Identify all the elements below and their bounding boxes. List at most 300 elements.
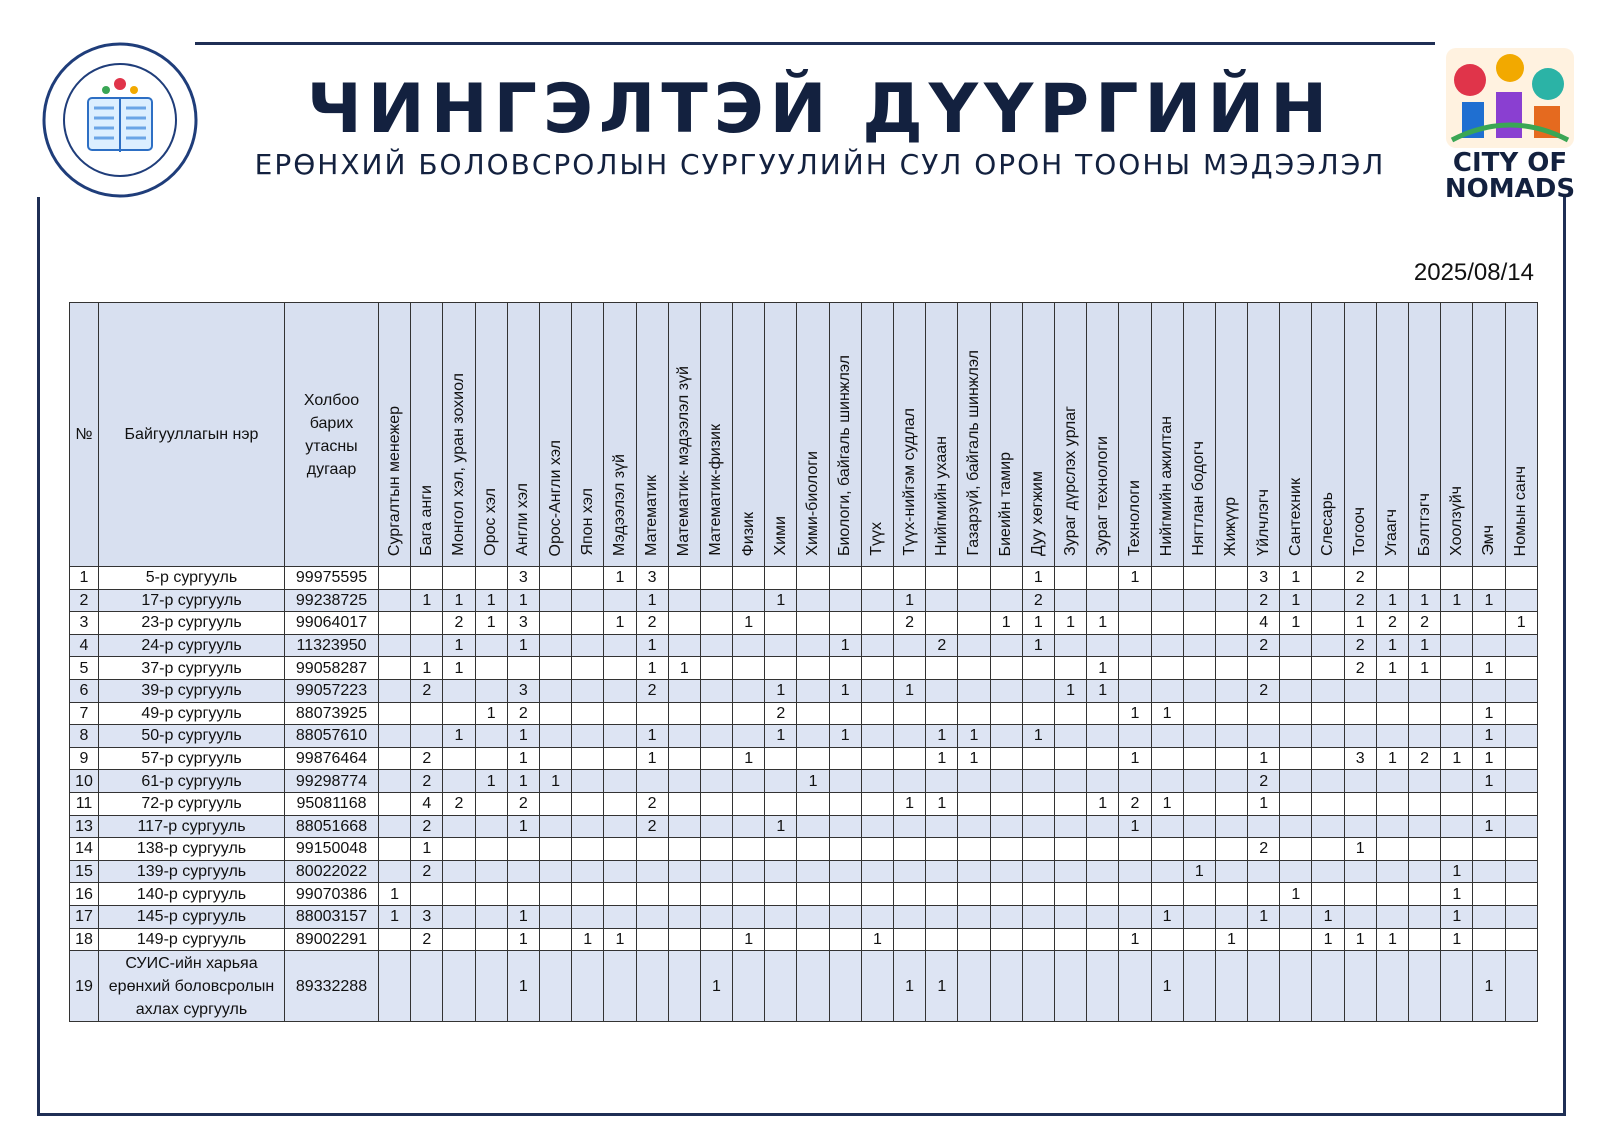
vacancy-count [700,905,732,928]
vacancy-count [765,657,797,680]
vacancy-count [572,792,604,815]
header-column [1409,303,1441,567]
vacancy-count [1441,702,1473,725]
header-column [572,303,604,567]
vacancy-count [1183,725,1215,748]
table-row [70,747,1538,770]
vacancy-count [829,702,861,725]
vacancy-count [443,815,475,838]
vacancy-count: 1 [926,725,958,748]
vacancy-count [1344,815,1376,838]
vacancy-count [926,860,958,883]
table-row [70,657,1538,680]
vacancy-count: 2 [1344,657,1376,680]
vacancy-count [668,860,700,883]
vacancy-count [1505,838,1537,861]
page-title: ЧИНГЭЛТЭЙ ДҮҮРГИЙН [306,70,1334,149]
vacancy-count [1409,883,1441,906]
vacancy-count [1441,838,1473,861]
vacancy-count [1344,905,1376,928]
vacancy-count [507,860,539,883]
vacancy-count [1376,770,1408,793]
vacancy-count [797,725,829,748]
vacancy-count [379,634,411,657]
vacancy-count [572,612,604,635]
vacancy-count: 3 [507,612,539,635]
vacancy-count [894,657,926,680]
vacancy-count [1312,725,1344,748]
vacancy-count [1087,702,1119,725]
vacancy-count [829,792,861,815]
header-column-label: Орос хэл [482,488,500,556]
table-row [70,951,1538,1022]
vacancy-count [797,860,829,883]
organization-name: 5-р сургууль [99,567,285,590]
vacancy-count [1087,928,1119,951]
vacancy-count [1280,792,1312,815]
vacancy-count: 1 [829,634,861,657]
vacancy-count [926,567,958,590]
organization-name: 50-р сургууль [99,725,285,748]
frame-top-line [195,42,1435,45]
vacancy-count: 3 [411,905,443,928]
row-number: 8 [70,725,99,748]
vacancy-count [894,747,926,770]
vacancy-count [1151,883,1183,906]
vacancy-count: 1 [507,815,539,838]
header-column [1215,303,1247,567]
vacancy-count [1183,702,1215,725]
vacancy-count [861,589,893,612]
vacancy-count [379,860,411,883]
vacancy-count [1473,679,1505,702]
vacancy-count: 1 [1248,905,1280,928]
header-phone: Холбоо барих утасны дугаар [285,303,379,567]
header-column-label: Сантехник [1286,478,1304,556]
vacancy-count [539,657,571,680]
header-column [1119,303,1151,567]
vacancy-count [1151,657,1183,680]
table-row [70,905,1538,928]
vacancy-count: 4 [411,792,443,815]
vacancy-count: 1 [1248,792,1280,815]
vacancy-count [1473,883,1505,906]
row-number: 2 [70,589,99,612]
vacancy-count: 2 [636,815,668,838]
vacancy-count: 1 [1441,905,1473,928]
vacancy-count [765,747,797,770]
vacancy-count [700,679,732,702]
vacancy-count [604,725,636,748]
vacancy-count: 1 [894,951,926,1022]
vacancy-count [443,747,475,770]
vacancy-count [990,679,1022,702]
vacancy-count [668,589,700,612]
table-row [70,589,1538,612]
vacancy-count [1280,838,1312,861]
vacancy-count [572,634,604,657]
vacancy-count: 1 [572,928,604,951]
header-column-label: Хоолзүйч [1447,486,1465,556]
vacancy-count [1215,702,1247,725]
vacancy-count [1312,860,1344,883]
vacancy-count [1151,589,1183,612]
vacancy-count [700,770,732,793]
vacancy-count [1344,702,1376,725]
vacancy-count [1505,883,1537,906]
vacancy-count: 1 [829,725,861,748]
vacancy-count: 1 [958,725,990,748]
row-number: 15 [70,860,99,883]
header-column-label: Технологи [1125,480,1143,556]
phone-number: 89002291 [285,928,379,951]
vacancy-count [604,657,636,680]
vacancy-count [475,905,507,928]
vacancy-count [1473,612,1505,635]
frame-bottom-line [37,1113,1566,1116]
vacancy-count: 1 [507,589,539,612]
vacancy-count [604,589,636,612]
vacancy-count [507,883,539,906]
organization-name: 140-р сургууль [99,883,285,906]
vacancy-count [958,702,990,725]
table-row [70,567,1538,590]
organization-name: 39-р сургууль [99,679,285,702]
vacancy-count [861,838,893,861]
vacancy-count: 1 [1344,928,1376,951]
vacancy-count: 1 [636,657,668,680]
vacancy-count: 1 [443,725,475,748]
organization-name: 23-р сургууль [99,612,285,635]
vacancy-count [1183,747,1215,770]
vacancy-count [379,612,411,635]
vacancy-count [765,951,797,1022]
vacancy-count [1376,702,1408,725]
vacancy-count [1119,657,1151,680]
vacancy-count [733,815,765,838]
vacancy-count [1183,589,1215,612]
vacancy-count [1022,792,1054,815]
vacancy-count [443,883,475,906]
vacancy-count [1183,792,1215,815]
vacancy-count [1505,567,1537,590]
vacancy-count [958,792,990,815]
vacancy-count [1151,815,1183,838]
vacancy-count: 1 [1087,679,1119,702]
vacancy-count: 1 [1376,747,1408,770]
vacancy-count [829,815,861,838]
vacancy-count: 2 [636,612,668,635]
vacancy-count: 1 [1054,612,1086,635]
vacancy-count [894,905,926,928]
organization-name: 72-р сургууль [99,792,285,815]
vacancy-count [1087,725,1119,748]
vacancy-count [668,838,700,861]
vacancy-count [668,702,700,725]
header-column [507,303,539,567]
vacancy-count: 1 [1473,770,1505,793]
vacancy-count [700,860,732,883]
vacancy-count [990,567,1022,590]
vacancy-count [700,815,732,838]
vacancy-count [1473,905,1505,928]
header-column [861,303,893,567]
vacancy-count: 1 [507,747,539,770]
vacancy-count: 1 [1441,589,1473,612]
vacancy-count: 2 [411,860,443,883]
vacancy-count: 2 [411,770,443,793]
vacancy-count [958,770,990,793]
vacancy-count: 4 [1248,612,1280,635]
vacancy-count [797,612,829,635]
vacancy-count: 1 [797,770,829,793]
vacancy-count [1505,770,1537,793]
vacancy-count [475,725,507,748]
vacancy-count: 1 [1280,883,1312,906]
vacancy-count [1183,634,1215,657]
vacancy-count [861,702,893,725]
vacancy-count [1344,679,1376,702]
header-column-label: Нийгмийн ухаан [932,436,950,556]
vacancy-count [700,838,732,861]
vacancy-count [1183,951,1215,1022]
vacancy-count [1505,657,1537,680]
vacancy-count [1409,725,1441,748]
vacancy-count [926,770,958,793]
vacancy-count [1119,679,1151,702]
vacancy-count [861,567,893,590]
vacancy-count [1054,838,1086,861]
vacancy-count: 1 [1151,792,1183,815]
vacancy-count [958,679,990,702]
vacancy-count [1087,860,1119,883]
phone-number: 11323950 [285,634,379,657]
vacancy-count: 1 [411,838,443,861]
vacancy-count [1022,883,1054,906]
vacancy-count [475,747,507,770]
vacancy-count [894,928,926,951]
vacancy-count [1248,657,1280,680]
vacancy-count [733,634,765,657]
header-column-label: Үйлчлэгч [1254,489,1272,556]
vacancy-count [733,702,765,725]
vacancy-count: 1 [507,634,539,657]
table-row [70,860,1538,883]
vacancy-count [700,567,732,590]
vacancy-count [1022,657,1054,680]
vacancy-count [1248,725,1280,748]
row-number: 17 [70,905,99,928]
vacancy-count [443,905,475,928]
vacancy-count [411,567,443,590]
header-column [700,303,732,567]
vacancy-count [1022,679,1054,702]
vacancy-count [1183,928,1215,951]
vacancy-count [1215,905,1247,928]
vacancy-count [1248,951,1280,1022]
header-column-label: Дуу хөгжим [1029,470,1047,556]
vacancy-count [475,567,507,590]
city-of-nomads-wordmark [1440,150,1580,202]
vacancy-count: 2 [636,792,668,815]
vacancy-count [829,838,861,861]
vacancy-count [539,928,571,951]
vacancy-count [990,657,1022,680]
header-column [926,303,958,567]
vacancy-count [1151,860,1183,883]
vacancy-count [1473,792,1505,815]
vacancy-count [1215,792,1247,815]
vacancy-count [1215,747,1247,770]
vacancy-count [958,567,990,590]
vacancy-count [475,679,507,702]
organization-name: 149-р сургууль [99,928,285,951]
organization-name: 17-р сургууль [99,589,285,612]
vacancy-count [1505,860,1537,883]
vacancy-count: 1 [1054,679,1086,702]
vacancy-count [1505,702,1537,725]
vacancy-count [1087,815,1119,838]
vacancy-count [1280,928,1312,951]
vacancy-count [1151,612,1183,635]
vacancy-count: 1 [1441,860,1473,883]
vacancy-count: 1 [861,928,893,951]
vacancy-count [1441,951,1473,1022]
vacancy-count [797,815,829,838]
vacancy-count [1183,883,1215,906]
vacancy-count [733,838,765,861]
header-column [1151,303,1183,567]
vacancy-count [829,589,861,612]
vacancy-count: 1 [829,679,861,702]
vacancy-count [475,838,507,861]
vacancy-count: 1 [507,770,539,793]
vacancy-count [1312,883,1344,906]
vacancy-count [572,838,604,861]
vacancy-count: 1 [1441,928,1473,951]
vacancy-count [1376,951,1408,1022]
vacancy-count [604,838,636,861]
vacancy-count [572,589,604,612]
vacancy-count [636,770,668,793]
vacancy-count: 1 [1248,747,1280,770]
vacancy-count: 1 [604,928,636,951]
vacancy-count [1022,702,1054,725]
header-column-label: Сургалтын менежер [385,405,403,556]
vacancy-count [1280,905,1312,928]
vacancy-count: 2 [1409,612,1441,635]
vacancy-count: 1 [1119,702,1151,725]
vacancy-count: 1 [894,792,926,815]
vacancy-count [733,792,765,815]
vacancy-count: 1 [636,725,668,748]
vacancy-count [507,657,539,680]
vacancy-count [1280,815,1312,838]
vacancy-count [894,860,926,883]
vacancy-count [1215,815,1247,838]
organization-name: СУИС-ийн харьяа ерөнхий боловсролын ахлах сургууль [99,951,285,1022]
vacancy-count: 3 [1248,567,1280,590]
vacancy-count [1344,951,1376,1022]
vacancy-count [604,679,636,702]
row-number: 11 [70,792,99,815]
vacancy-count [1087,905,1119,928]
vacancy-count: 1 [1473,747,1505,770]
vacancy-count [1054,905,1086,928]
vacancy-count [1312,951,1344,1022]
vacancy-count [990,747,1022,770]
city-line2: NOMADS [1444,174,1576,204]
vacancy-count [1376,725,1408,748]
vacancy-count [1312,612,1344,635]
vacancy-count: 1 [604,567,636,590]
organization-name: 49-р сургууль [99,702,285,725]
phone-number: 99876464 [285,747,379,770]
vacancy-count [700,792,732,815]
vacancy-count [1022,905,1054,928]
vacancy-count [1054,928,1086,951]
vacancy-count [539,725,571,748]
vacancy-count [1248,860,1280,883]
vacancy-count [926,702,958,725]
vacancy-count [379,702,411,725]
vacancy-count [797,657,829,680]
vacancy-count: 3 [507,679,539,702]
vacancy-count [411,702,443,725]
vacancy-table [69,302,1538,1022]
vacancy-count: 2 [411,747,443,770]
vacancy-count [507,838,539,861]
vacancy-count [1119,725,1151,748]
vacancy-count [1248,928,1280,951]
vacancy-count [411,951,443,1022]
vacancy-count [1409,951,1441,1022]
vacancy-count [1119,905,1151,928]
report-date: 2025/08/14 [1413,259,1534,286]
vacancy-count: 3 [1344,747,1376,770]
vacancy-count: 2 [1248,589,1280,612]
vacancy-count [958,815,990,838]
vacancy-count [572,951,604,1022]
vacancy-count [926,883,958,906]
vacancy-count [1054,702,1086,725]
vacancy-count [636,838,668,861]
vacancy-count [604,951,636,1022]
vacancy-count [797,589,829,612]
table-row [70,679,1538,702]
vacancy-count [1119,612,1151,635]
vacancy-count [475,951,507,1022]
vacancy-count [1312,634,1344,657]
header-column-label: Жижүүр [1222,496,1240,556]
vacancy-count [604,792,636,815]
vacancy-count [1022,747,1054,770]
header-column [1473,303,1505,567]
vacancy-count [1280,725,1312,748]
vacancy-count [1441,679,1473,702]
header-column-label: Англи хэл [514,483,532,556]
row-number: 5 [70,657,99,680]
vacancy-count [539,815,571,838]
vacancy-count: 1 [411,589,443,612]
vacancy-count [1215,634,1247,657]
phone-number: 99975595 [285,567,379,590]
vacancy-count [572,770,604,793]
vacancy-count [604,905,636,928]
vacancy-count [1215,838,1247,861]
vacancy-count [1280,747,1312,770]
vacancy-count [1312,657,1344,680]
